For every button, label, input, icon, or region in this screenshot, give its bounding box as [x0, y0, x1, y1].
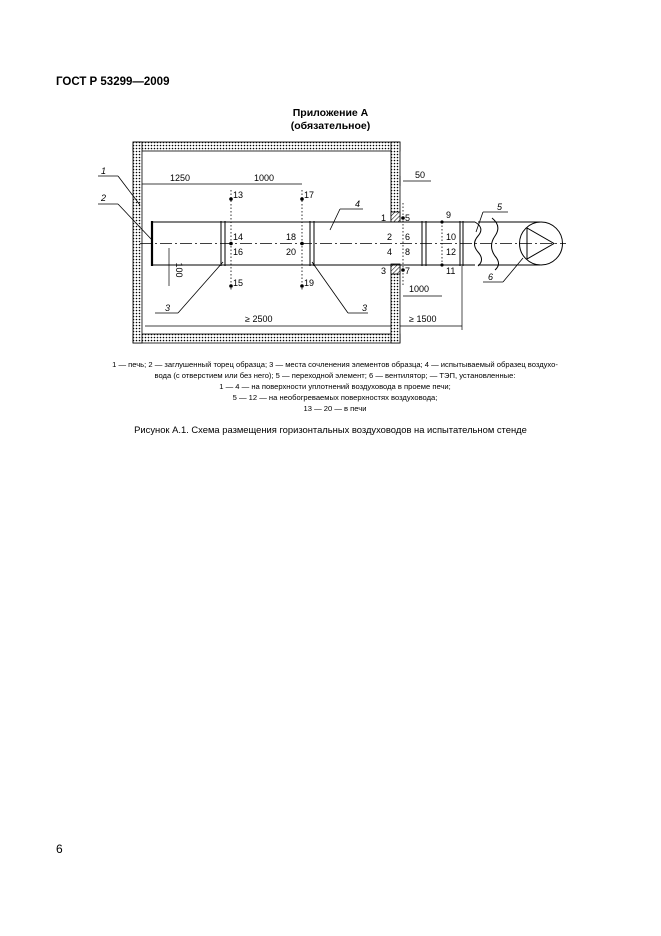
point-8: 8	[405, 247, 411, 257]
point-3: 3	[381, 266, 387, 276]
point-5: 5	[405, 213, 411, 223]
point-18: 18	[286, 232, 297, 242]
duct-layout-figure	[0, 0, 661, 360]
appendix-status: (обязательное)	[290, 120, 371, 132]
point-20: 20	[286, 247, 297, 257]
appendix-title: Приложение А	[292, 107, 369, 119]
legend-line: 1 — 4 — на поверхности уплотнений воздуховода в проеме печи;	[219, 382, 451, 391]
dim-50: 50	[415, 170, 426, 180]
thermocouple-guides	[231, 190, 442, 290]
figure-legend	[90, 359, 580, 414]
callout-3-left: 3	[165, 303, 171, 313]
figure-caption: Рисунок А.1. Схема размещения горизонтальных воздуховодов на испытательном стенде	[134, 424, 527, 435]
point-16: 16	[233, 247, 244, 257]
point-11: 11	[446, 266, 456, 276]
point-6: 6	[405, 232, 411, 242]
point-2: 2	[387, 232, 393, 242]
document-header: ГОСТ Р 53299—2009	[56, 76, 170, 88]
legend-line: 13 — 20 — в печи	[303, 404, 367, 413]
callout-3-right: 3	[362, 303, 368, 313]
callout-5: 5	[497, 202, 503, 212]
seal-top	[391, 212, 400, 222]
dim-100: 100	[174, 262, 184, 278]
dim-1500: ≥ 1500	[409, 314, 437, 324]
legend-line: 5 — 12 — на необогреваемых поверхностях воздуховода;	[232, 393, 438, 402]
point-19: 19	[304, 278, 315, 288]
point-15: 15	[233, 278, 244, 288]
point-14: 14	[233, 232, 244, 242]
callout-1: 1	[101, 166, 107, 176]
point-17: 17	[304, 190, 315, 200]
callout-4: 4	[355, 199, 361, 209]
thermocouple-markers	[229, 197, 443, 288]
point-9: 9	[446, 210, 452, 220]
page-number: 6	[56, 842, 63, 856]
point-4: 4	[387, 247, 393, 257]
callout-2: 2	[101, 193, 107, 203]
point-12: 12	[446, 247, 457, 257]
callout-6: 6	[488, 272, 494, 282]
dim-2500: ≥ 2500	[245, 314, 273, 324]
point-1: 1	[381, 213, 387, 223]
dim-1250: 1250	[170, 173, 191, 183]
transition-element	[475, 218, 521, 270]
point-10: 10	[446, 232, 457, 242]
point-7: 7	[405, 266, 411, 276]
point-13: 13	[233, 190, 244, 200]
legend-line: 1 — печь; 2 — заглушенный торец образца; 3 — места сочленения элементов образца; 4 — испытываемый образец воздухо-	[112, 360, 558, 369]
dim-1000-bottom: 1000	[409, 284, 430, 294]
legend-line: вода (с отверстием или без него); 5 — переходной элемент; 6 — вентилятор; — ТЭП, установленные:	[154, 371, 516, 380]
dim-1000-top: 1000	[254, 173, 275, 183]
